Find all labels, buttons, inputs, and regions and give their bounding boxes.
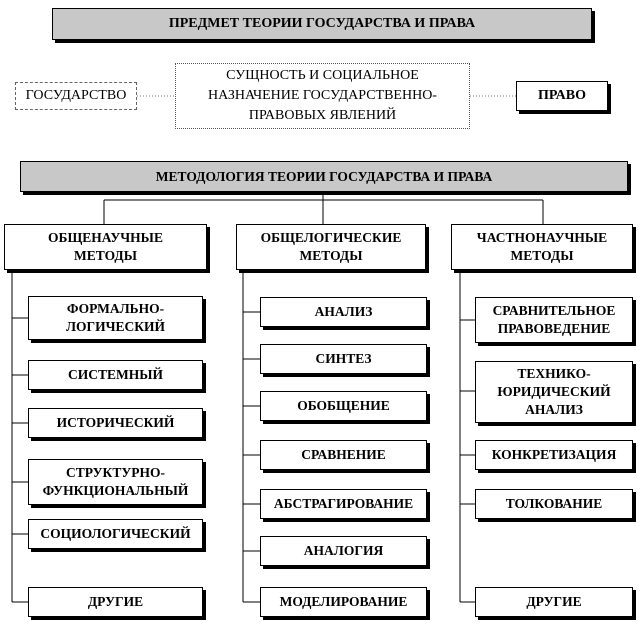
method-item-line-1: СРАВНИТЕЛЬНОЕ bbox=[492, 303, 616, 318]
column-header-line-1: ОБЩЕНАУЧНЫЕ bbox=[48, 230, 163, 245]
method-item-line-2: ЮРИДИЧЕСКИЙ bbox=[497, 384, 611, 399]
column-header-line-2: МЕТОДЫ bbox=[510, 248, 574, 263]
method-item-line-2: ПРАВОВЕДЕНИЕ bbox=[497, 321, 611, 336]
column-header-general-logical bbox=[236, 224, 426, 270]
state-label: ГОСУДАРСТВО bbox=[25, 88, 127, 103]
method-item-label: КОНКРЕТИЗАЦИЯ bbox=[491, 447, 617, 462]
column-header-line-1: ОБЩЕЛОГИЧЕСКИЕ bbox=[260, 230, 402, 245]
method-item-line-3: АНАЛИЗ bbox=[525, 402, 583, 417]
method-item bbox=[475, 297, 633, 343]
method-item-label: ДРУГИЕ bbox=[87, 594, 144, 609]
method-item-label: АНАЛОГИЯ bbox=[303, 543, 384, 558]
column-header-special-scientific bbox=[451, 224, 633, 270]
method-item bbox=[475, 361, 633, 423]
method-item-line-1: ТЕХНИКО- bbox=[517, 366, 591, 381]
essence-line-1: СУЩНОСТЬ И СОЦИАЛЬНОЕ bbox=[226, 68, 419, 83]
method-item-label: ДРУГИЕ bbox=[526, 594, 582, 609]
method-item-line-2: ФУНКЦИОНАЛЬНЫЙ bbox=[42, 483, 189, 498]
column-header-line-1: ЧАСТНОНАУЧНЫЕ bbox=[476, 230, 608, 245]
method-item bbox=[260, 344, 427, 374]
law-label: ПРАВО bbox=[538, 88, 586, 103]
method-item bbox=[475, 440, 633, 470]
method-item-label: СИСТЕМНЫЙ bbox=[67, 367, 163, 382]
method-item-label: АБСТРАГИРОВАНИЕ bbox=[273, 496, 414, 511]
column-header-general-scientific bbox=[4, 224, 207, 270]
method-item bbox=[260, 489, 427, 519]
column-header-line-2: МЕТОДЫ bbox=[74, 248, 137, 263]
method-item bbox=[260, 536, 427, 566]
subject-title: ПРЕДМЕТ ТЕОРИИ ГОСУДАРСТВА И ПРАВА bbox=[168, 16, 476, 31]
method-item-label: ИСТОРИЧЕСКИЙ bbox=[56, 415, 175, 430]
method-item-label: ТОЛКОВАНИЕ bbox=[505, 496, 603, 511]
method-item-label: МОДЕЛИРОВАНИЕ bbox=[279, 594, 408, 609]
essence-line-2: НАЗНАЧЕНИЕ ГОСУДАРСТВЕННО- bbox=[208, 88, 437, 103]
method-item bbox=[260, 391, 427, 421]
method-item bbox=[28, 360, 203, 390]
method-item-line-1: ФОРМАЛЬНО- bbox=[66, 301, 165, 316]
methodology-title: МЕТОДОЛОГИЯ ТЕОРИИ ГОСУДАРСТВА И ПРАВА bbox=[155, 168, 493, 184]
method-item-line-2: ЛОГИЧЕСКИЙ bbox=[65, 319, 166, 334]
method-item bbox=[260, 440, 427, 470]
method-item-label: СИНТЕЗ bbox=[315, 351, 372, 366]
method-item-label: АНАЛИЗ bbox=[314, 304, 373, 319]
subject-title-box bbox=[52, 8, 592, 40]
law-box bbox=[516, 81, 608, 111]
essence-line-3: ПРАВОВЫХ ЯВЛЕНИЙ bbox=[248, 108, 397, 123]
method-item bbox=[28, 459, 203, 505]
essence-box bbox=[175, 63, 470, 129]
state-box bbox=[15, 82, 137, 110]
method-item bbox=[260, 587, 427, 617]
method-item bbox=[475, 587, 633, 617]
method-item-label: СРАВНЕНИЕ bbox=[301, 447, 386, 462]
method-item bbox=[475, 489, 633, 519]
method-item bbox=[28, 296, 203, 340]
method-item bbox=[260, 297, 427, 327]
method-item bbox=[28, 519, 203, 549]
methodology-title-box bbox=[20, 161, 628, 192]
method-item bbox=[28, 587, 203, 617]
method-item-line-1: СТРУКТУРНО- bbox=[65, 465, 165, 480]
method-item-label: СОЦИОЛОГИЧЕСКИЙ bbox=[40, 526, 191, 541]
method-item-label: ОБОБЩЕНИЕ bbox=[297, 398, 390, 413]
method-item bbox=[28, 408, 203, 438]
column-header-line-2: МЕТОДЫ bbox=[299, 248, 363, 263]
